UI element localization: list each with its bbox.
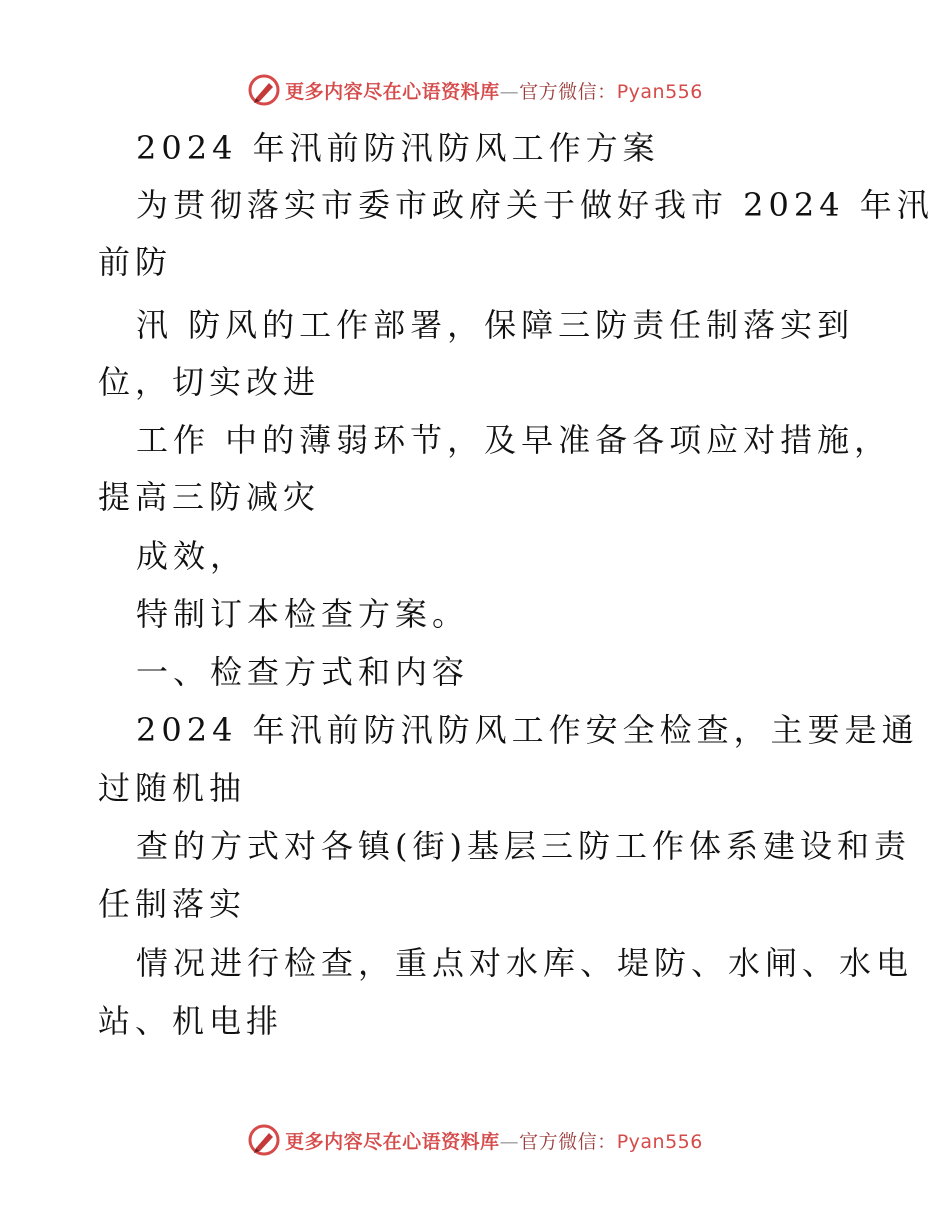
banner-wechat-id: Pyan556 xyxy=(616,80,703,103)
paragraph-line: 任制落实 xyxy=(98,885,247,923)
paragraph-line: 成效， xyxy=(136,537,248,575)
paragraph-line: 提高三防减灾 xyxy=(98,478,321,516)
banner-dash: — xyxy=(499,1130,520,1153)
paragraph-line: 前防 xyxy=(98,243,173,281)
paragraph-line: 过随机抽 xyxy=(98,769,247,807)
footer-watermark-banner xyxy=(0,1120,950,1160)
paragraph-line: 为贯彻落实市委市政府关于做好我市 2024 年汛 xyxy=(136,186,934,224)
paragraph-line: 位，切实改进 xyxy=(98,363,321,401)
paragraph-line: 查的方式对各镇(街)基层三防工作体系建设和责 xyxy=(136,827,911,865)
paragraph-line: 工作 中的薄弱环节，及早准备各项应对措施， xyxy=(136,421,892,459)
section-heading: 一、检查方式和内容 xyxy=(136,653,470,691)
paragraph-line: 汛 防风的工作部署，保障三防责任制落实到 xyxy=(136,306,855,344)
banner-dash: — xyxy=(499,80,520,103)
banner-main-text: 更多内容尽在心语资料库 xyxy=(285,1130,500,1153)
banner-text xyxy=(285,77,703,104)
paragraph-line: 情况进行检查，重点对水库、堤防、水闸、水电 xyxy=(136,944,914,982)
banner-main-text: 更多内容尽在心语资料库 xyxy=(285,80,500,103)
paragraph-line: 站、机电排 xyxy=(98,1002,284,1040)
banner-wechat-id: Pyan556 xyxy=(616,1130,703,1153)
pen-logo-icon xyxy=(247,1123,281,1157)
header-watermark-banner xyxy=(0,70,950,110)
banner-text xyxy=(285,1127,703,1154)
paragraph-line: 特制订本检查方案。 xyxy=(136,595,470,633)
pen-logo-icon xyxy=(247,73,281,107)
banner-wechat-label: 官方微信： xyxy=(519,1130,617,1153)
banner-wechat-label: 官方微信： xyxy=(519,80,617,103)
document-title: 2024 年汛前防汛防风工作方案 xyxy=(136,129,660,167)
paragraph-line: 2024 年汛前防汛防风工作安全检查，主要是通 xyxy=(136,711,919,749)
